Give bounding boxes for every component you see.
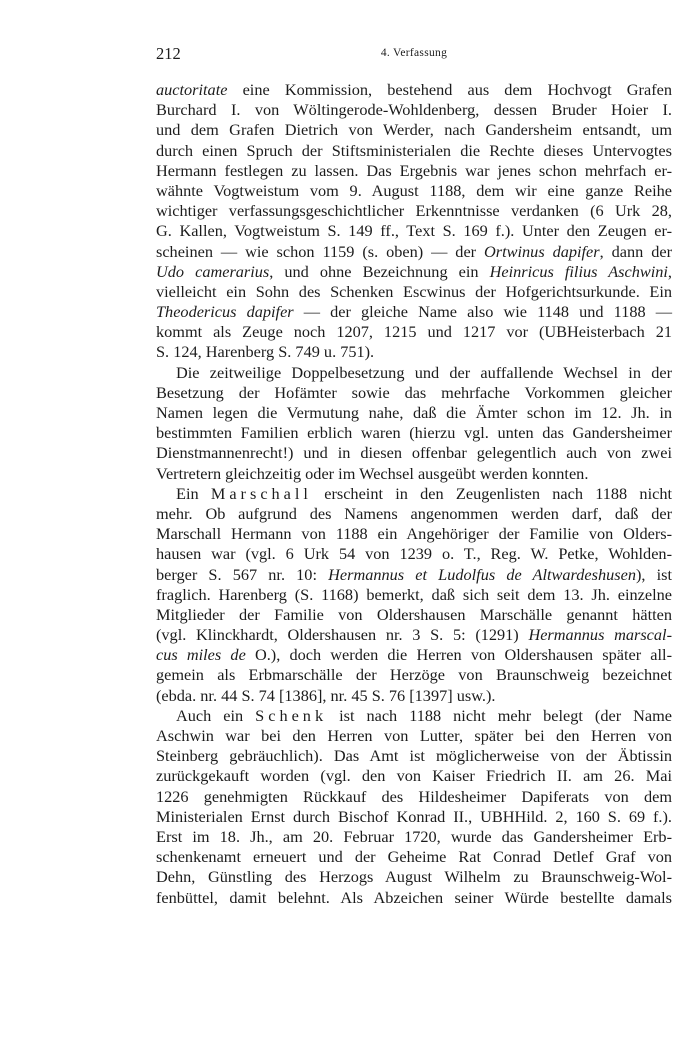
text-line: hausen war (vgl. 6 Urk 54 von 1239 o. T., Reg. W. Petke, Wohlden- xyxy=(156,544,672,564)
text-line: wähnte Vogtweistum vom 9. August 1188, dem wir eine ganze Reihe xyxy=(156,180,672,200)
text-line: Auch ein Schenk ist nach 1188 nicht mehr belegt (der Name xyxy=(176,705,673,725)
text-line: auctoritate eine Kommission, bestehend aus dem Hochvogt Grafen xyxy=(156,80,672,99)
text-line: vielleicht ein Sohn des Schenken Escwinus der Hofgerichtsurkunde. Ein xyxy=(156,281,672,301)
text-line: durch einen Spruch der Stiftsministerialen die Rechte dieses Untervogtes xyxy=(156,140,672,160)
text-line: fenbüttel, damit belehnt. Als Abzeichen seiner Würde bestellte damals xyxy=(156,887,672,907)
text-line: Erst im 18. Jh., am 20. Februar 1720, wurde das Gandersheimer Erb- xyxy=(156,826,672,846)
text-line: Vertretern gleichzeitig oder im Wechsel ausgeübt werden konnten. xyxy=(156,463,589,483)
text-line: Die zeitweilige Doppelbesetzung und der auffallende Wechsel in der xyxy=(176,362,672,382)
text-line: Dehn, Günstling des Herzogs August Wilhelm zu Braunschweig-Wol- xyxy=(156,867,672,887)
text-line: und dem Grafen Dietrich von Werder, nach Gandersheim entsandt, um xyxy=(156,120,672,140)
page-number: 212 xyxy=(156,44,181,63)
text-line: Ein Marschall erscheint in den Zeugenlisten nach 1188 nicht xyxy=(176,483,672,503)
text-line: schenkenamt erneuert und der Geheime Rat Conrad Detlef Graf von xyxy=(156,847,672,867)
running-head: 4. Verfassung xyxy=(380,47,448,59)
text-line: Burchard I. von Wöltingerode-Wohldenberg, dessen Bruder Hoier I. xyxy=(156,100,672,120)
text-line: Ministerialen Ernst durch Bischof Konrad II., UBHHild. 2, 160 S. 69 f.). xyxy=(156,806,672,826)
text-line: cus miles de O.), doch werden die Herren von Oldershausen später all- xyxy=(156,645,672,665)
text-line: G. Kallen, Vogtweistum S. 149 ff., Text S. 169 f.). Unter den Zeugen er- xyxy=(156,221,672,241)
text-line: Mitglieder der Familie von Oldershausen Marschälle genannt hätten xyxy=(156,604,672,624)
text-line: S. 124, Harenberg S. 749 u. 751). xyxy=(156,342,375,362)
text-line: Aschwin war bei den Herren von Lutter, später bei den Herren von xyxy=(156,726,672,745)
text-line: berger S. 567 nr. 10: Hermannus et Ludolfus de Altwardeshusen), ist xyxy=(156,564,672,584)
text-line: Marschall Hermann von 1188 ein Angehöriger der Familie von Olders- xyxy=(156,524,672,544)
text-line: (vgl. Klinckhardt, Oldershausen nr. 3 S. 5: (1291) Hermannus marscal- xyxy=(156,625,672,645)
text-line: kommt als Zeuge noch 1207, 1215 und 1217 vor (UBHeisterbach 21 xyxy=(156,322,672,342)
text-line: zurückgekauft worden (vgl. den von Kaiser Friedrich II. am 26. Mai xyxy=(156,766,672,786)
text-line: fraglich. Harenberg (S. 1168) bemerkt, daß sich seit dem 13. Jh. einzelne xyxy=(156,584,672,604)
text-line: (ebda. nr. 44 S. 74 [1386], nr. 45 S. 76 [1397] usw.). xyxy=(156,685,496,705)
text-line: 1226 genehmigten Rückkauf des Hildesheimer Dapiferats von dem xyxy=(156,786,672,806)
text-line: Hermann festlegen zu lassen. Das Ergebnis war jenes schon mehrfach er- xyxy=(156,160,672,180)
text-line: wichtiger verfassungsgeschichtlicher Erkenntnisse verdanken (6 Urk 28, xyxy=(156,201,672,221)
text-line: Besetzung der Hofämter sowie das mehrfache Vorkommen gleicher xyxy=(156,382,672,402)
body-text xyxy=(156,80,672,908)
text-line: gemein als Erbmarschälle der Herzöge von Braunschweig bezeichnet xyxy=(156,665,672,685)
text-line: Udo camerarius, und ohne Bezeichnung ein Heinricus filius Aschwini, xyxy=(156,261,672,281)
text-line: scheinen — wie schon 1159 (s. oben) — der Ortwinus dapifer, dann der xyxy=(156,241,672,261)
page-header xyxy=(156,44,672,66)
text-line: bestimmten Familien erblich waren (hierzu vgl. unten das Gandersheimer xyxy=(156,423,672,443)
text-line: mehr. Ob aufgrund des Namens angenommen werden darf, daß der xyxy=(156,503,672,523)
text-line: Steinberg gebräuchlich). Das Amt ist möglicherweise von der Äbtissin xyxy=(156,746,672,766)
text-line: Namen legen die Vermutung nahe, daß die Ämter schon im 12. Jh. in xyxy=(156,403,672,422)
text-line: Theodericus dapifer — der gleiche Name also wie 1148 und 1188 — xyxy=(156,302,673,322)
text-line: Dienstmannenrecht!) und in diesen offenbar gelegentlich auch von zwei xyxy=(156,443,672,463)
